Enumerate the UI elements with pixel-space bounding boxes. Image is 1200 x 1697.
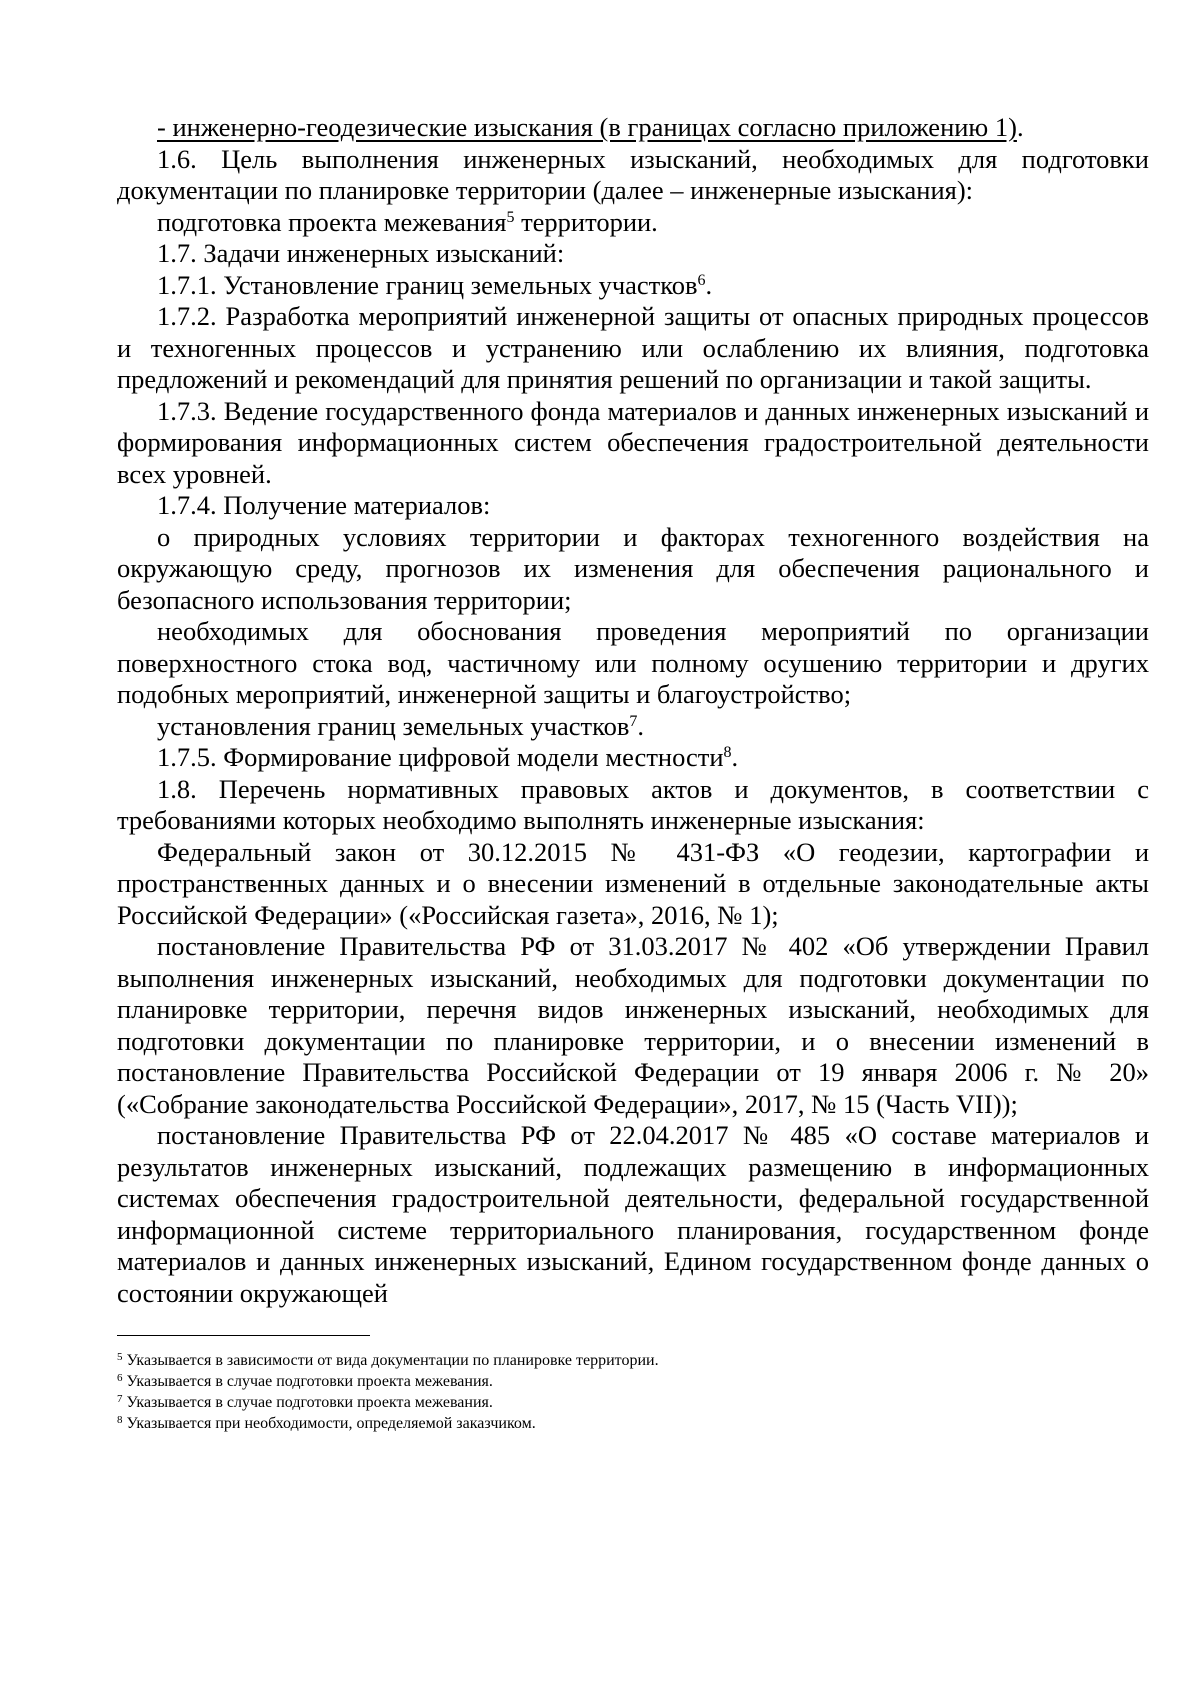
footnote-number: 5 bbox=[117, 1351, 123, 1363]
paragraph-text: Федеральный закон от 30.12.2015 № 431-ФЗ «О геодезии, картографии и пространственных данных и о внесении изменений в отдельные законодательные акты Российской Федерации» («Российская газета», 2016, № 1); bbox=[117, 836, 1149, 930]
paragraph-land-boundaries bbox=[117, 711, 1149, 743]
footnote-number: 6 bbox=[117, 1372, 123, 1384]
footnote-text: Указывается в зависимости от вида документации по планировке территории. bbox=[122, 1352, 659, 1369]
paragraph-text: постановление Правительства РФ от 31.03.2017 № 402 «Об утверждении Правил выполнения инженерных изысканий, необходимых для подготовки документации по планировке территории, перечня видов инженерных изысканий, необходимых для подготовки документации по планировке территории, и о внесении изменений в постановление Правительства Российской Федерации от 19 января 2006 г. № 20» («Собрание законодательства Российской Федерации», 2017, № 15 (Часть VII)); bbox=[117, 931, 1149, 1119]
paragraph-text: - инженерно-геодезические изыскания (в границах согласно приложению 1) bbox=[157, 112, 1017, 142]
footnote-item bbox=[117, 1371, 1149, 1392]
footnote-number: 7 bbox=[117, 1393, 123, 1405]
paragraph-text: 1.8. Перечень нормативных правовых актов и документов, в соответствии с требованиями которых необходимо выполнять инженерные изыскания: bbox=[117, 773, 1149, 835]
paragraph-federal-law bbox=[117, 837, 1149, 932]
paragraph-text: установления границ земельных участков bbox=[157, 710, 630, 741]
paragraph-text: 1.7.3. Ведение государственного фонда материалов и данных инженерных изысканий и формирования информационных систем обеспечения градостроительной деятельности всех уровней. bbox=[117, 395, 1149, 489]
paragraph-survey-goal bbox=[117, 207, 1149, 239]
footnote-item bbox=[117, 1350, 1149, 1371]
paragraph-1-7-3 bbox=[117, 396, 1149, 491]
footnote-ref: 8 bbox=[723, 744, 732, 761]
paragraph-1-7-5 bbox=[117, 742, 1149, 774]
paragraph-text: необходимых для обоснования проведения мероприятий по организации поверхностного стока вод, частичному или полному осушению территории и других подобных мероприятий, инженерной защиты и благоустройство; bbox=[117, 616, 1149, 709]
paragraph-surface-runoff bbox=[117, 616, 1149, 711]
paragraph-1-8 bbox=[117, 774, 1149, 837]
footnote-text: Указывается в случае подготовки проекта межевания. bbox=[122, 1394, 493, 1411]
footnote-item bbox=[117, 1392, 1149, 1413]
footnote-text: Указывается в случае подготовки проекта межевания. bbox=[122, 1373, 493, 1390]
paragraph-text-tail: территории. bbox=[514, 206, 658, 237]
paragraph-text: 1.6. Цель выполнения инженерных изысканий, необходимых для подготовки документации по планировке территории (далее – инженерные изыскания): bbox=[117, 143, 1149, 205]
footnote-number: 8 bbox=[117, 1414, 123, 1426]
paragraph-1-7 bbox=[117, 238, 1149, 270]
paragraph-1-7-4 bbox=[117, 490, 1149, 522]
paragraph-text-tail: . bbox=[637, 710, 645, 741]
document-body bbox=[117, 112, 1149, 1309]
footnote-separator bbox=[117, 1335, 370, 1336]
paragraph-text: 1.7.4. Получение материалов: bbox=[157, 490, 491, 520]
paragraph-natural-conditions bbox=[117, 522, 1149, 617]
paragraph-text: 1.7.1. Установление границ земельных участков bbox=[157, 269, 698, 300]
paragraph-item-geodetic bbox=[117, 112, 1149, 144]
paragraph-1-7-2 bbox=[117, 301, 1149, 396]
paragraph-text: о природных условиях территории и факторах техногенного воздействия на окружающую среду, прогнозов их изменения для обеспечения рационального и безопасного использования территории; bbox=[117, 521, 1149, 615]
footnote-ref: 5 bbox=[506, 208, 515, 226]
paragraph-text-tail: . bbox=[1016, 112, 1024, 142]
footnote-ref: 6 bbox=[697, 271, 706, 289]
paragraph-text: 1.7. Задачи инженерных изысканий: bbox=[157, 238, 565, 268]
paragraph-resolution-485 bbox=[117, 1120, 1149, 1309]
paragraph-text: подготовка проекта межевания bbox=[157, 206, 507, 237]
footnotes bbox=[117, 1350, 1149, 1434]
paragraph-1-6 bbox=[117, 144, 1149, 207]
paragraph-1-7-1 bbox=[117, 270, 1149, 302]
paragraph-resolution-402 bbox=[117, 931, 1149, 1120]
footnote-text: Указывается при необходимости, определяемой заказчиком. bbox=[122, 1415, 536, 1432]
paragraph-text-tail: . bbox=[731, 742, 739, 772]
paragraph-text: 1.7.2. Разработка мероприятий инженерной защиты от опасных природных процессов и техногенных процессов и устранению или ослаблению их влияния, подготовка предложений и рекомендаций для принятия решений по организации и такой защиты. bbox=[117, 301, 1149, 394]
paragraph-text: постановление Правительства РФ от 22.04.2017 № 485 «О составе материалов и результатов инженерных изысканий, подлежащих размещению в информационных системах обеспечения градостроительной деятельности, федеральной государственной информационной системе территориального планирования, государственном фонде материалов и данных инженерных изысканий, Едином государственном фонде данных о состоянии окружающей bbox=[117, 1120, 1149, 1308]
paragraph-text-tail: . bbox=[705, 269, 713, 300]
paragraph-text: 1.7.5. Формирование цифровой модели местности bbox=[157, 742, 724, 772]
footnote-ref: 7 bbox=[629, 712, 638, 730]
footnote-item bbox=[117, 1413, 1149, 1434]
